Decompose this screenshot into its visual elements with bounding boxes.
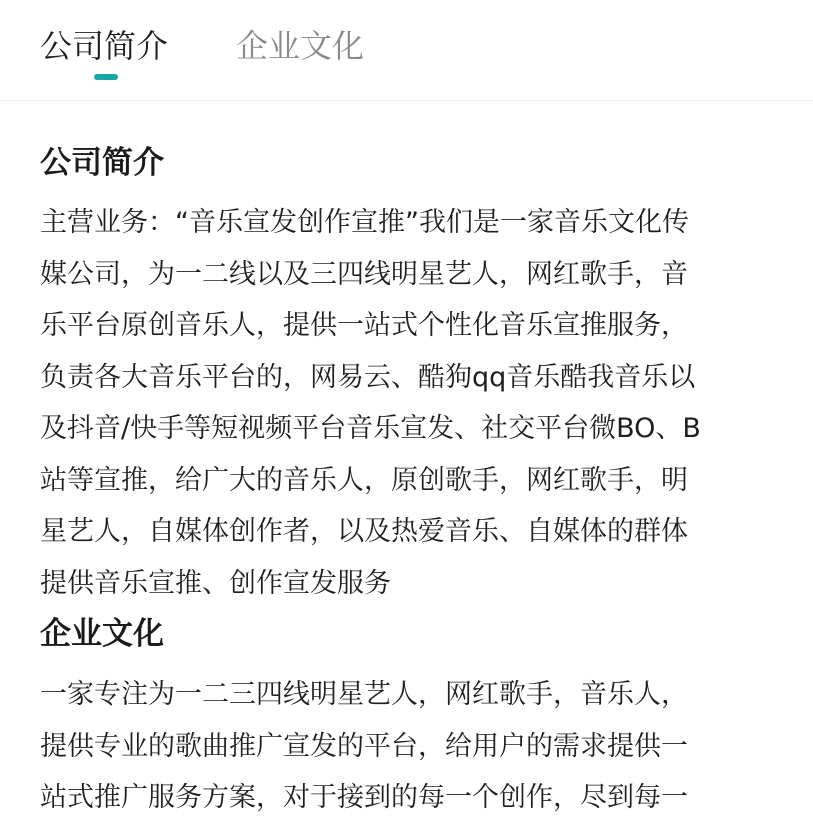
paragraph-line: 及抖音/快手等短视频平台音乐宣发、社交平台微BO、B [40, 413, 701, 444]
section-title-intro: 公司简介 [40, 145, 164, 181]
paragraph-line: 负责各大音乐平台的，网易云、酷狗qq音乐酷我音乐以 [40, 361, 696, 393]
paragraph-line: 乐平台原创音乐人，提供一站式个性化音乐宣推服务， [40, 310, 688, 341]
paragraph-line: 提供音乐宣推、创作宣发服务 [40, 567, 391, 599]
paragraph-line: 媒公司，为一二线以及三四线明星艺人，网红歌手，音 [40, 258, 688, 290]
paragraph-line: 星艺人，自媒体创作者，以及热爱音乐、自媒体的群体 [40, 516, 688, 547]
paragraph-line: 一家专注为一二三四线明星艺人，网红歌手，音乐人， [40, 679, 688, 710]
tab-corporate-culture[interactable]: 企业文化 [236, 27, 365, 65]
tab-bar [0, 0, 813, 101]
section-title-culture: 企业文化 [40, 616, 164, 652]
culture-paragraph [40, 669, 780, 824]
paragraph-line: 提供专业的歌曲推广宣发的平台，给用户的需求提供一 [40, 730, 688, 762]
active-tab-indicator [94, 74, 118, 80]
paragraph-line: 站等宣推，给广大的音乐人，原创歌手，网红歌手，明 [40, 464, 688, 496]
paragraph-line: 站式推广服务方案，对于接到的每一个创作，尽到每一 [40, 782, 688, 813]
paragraph-line: 主营业务：“音乐宣发创作宣推”我们是一家音乐文化传 [40, 207, 689, 238]
tab-company-intro[interactable]: 公司简介 [40, 27, 169, 65]
intro-paragraph [40, 197, 780, 609]
